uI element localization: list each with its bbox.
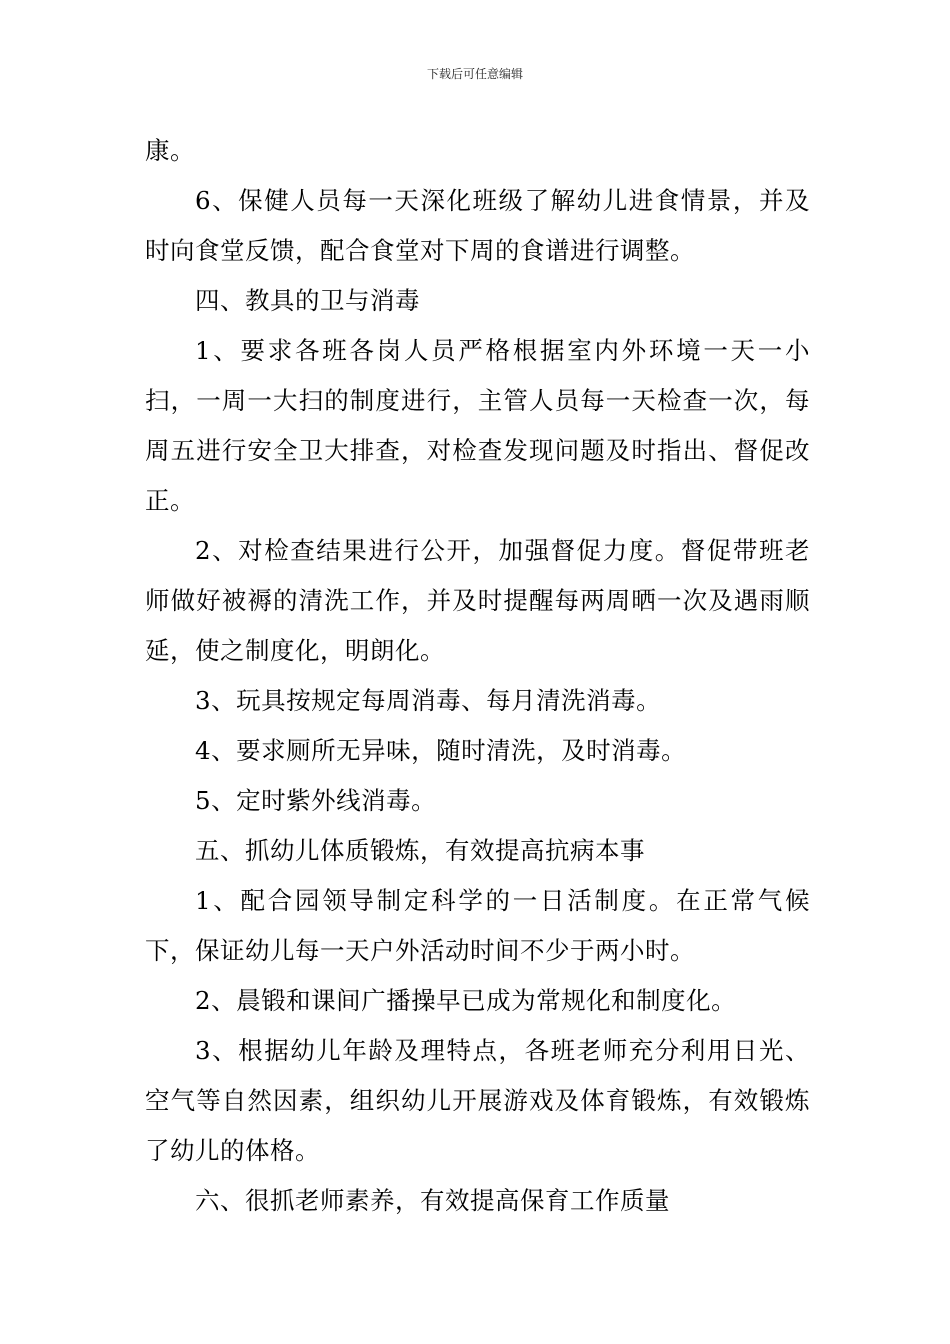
section-heading: 五、抓幼儿体质锻炼，有效提高抗病本事 [195,836,645,865]
paragraph: 5、定时紫外线消毒。 [195,786,437,815]
section-heading: 六、很抓老师素养，有效提高保育工作质量 [195,1186,670,1215]
page-header: 下载后可任意编辑 [426,67,523,81]
paragraph: 1、配合园领导制定科学的一日活制度。在正常气候下，保证幼儿每一天户外活动时间不少于两小时。 [145,886,810,965]
paragraph: 4、要求厕所无异味，随时清洗，及时消毒。 [195,736,687,765]
paragraph: 康。 [145,136,195,165]
paragraph: 2、晨锻和课间广播操早已成为常规化和制度化。 [195,986,737,1015]
document-body [145,126,810,1226]
paragraph: 2、对检查结果进行公开，加强督促力度。督促带班老师做好被褥的清洗工作，并及时提醒每两周晒一次及遇雨顺延，使之制度化，明朗化。 [145,536,810,665]
paragraph: 1、要求各班各岗人员严格根据室内外环境一天一小扫，一周一大扫的制度进行，主管人员每一天检查一次，每周五进行安全卫大排查，对检查发现问题及时指出、督促改正。 [145,336,810,515]
paragraph: 3、玩具按规定每周消毒、每月清洗消毒。 [195,686,662,715]
section-heading: 四、教具的卫与消毒 [195,286,420,315]
paragraph: 3、根据幼儿年龄及理特点，各班老师充分利用日光、空气等自然因素，组织幼儿开展游戏及体育锻炼，有效锻炼了幼儿的体格。 [145,1036,810,1165]
paragraph: 6、保健人员每一天深化班级了解幼儿进食情景，并及时向食堂反馈，配合食堂对下周的食谱进行调整。 [145,186,810,265]
